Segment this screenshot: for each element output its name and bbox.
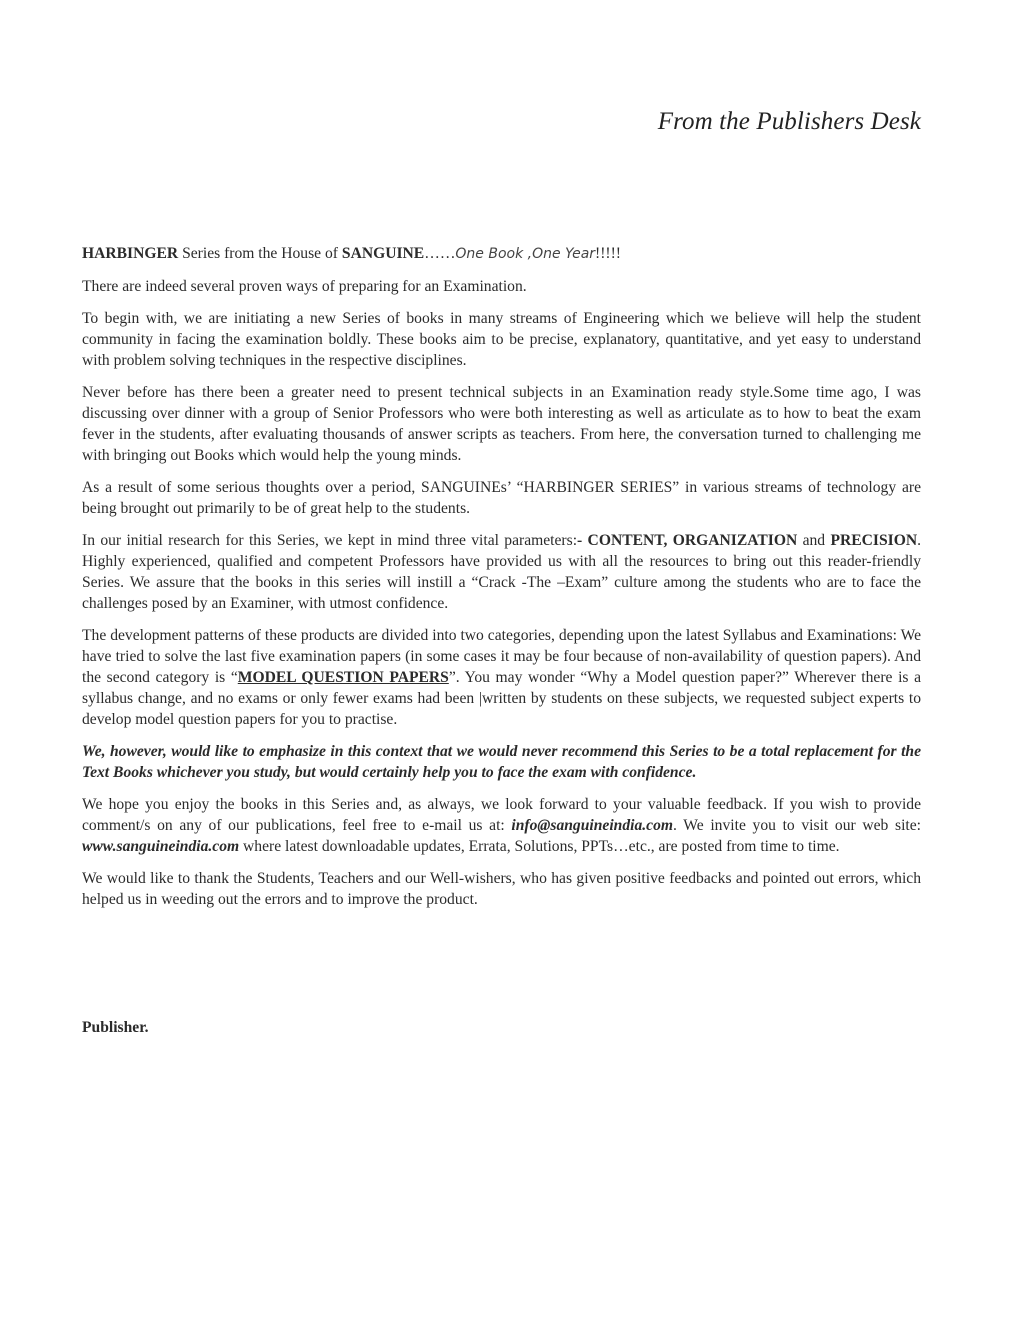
intro-exclaim: !!!!! (595, 245, 621, 262)
email-link[interactable]: info@sanguineindia.com (511, 817, 674, 834)
development-before: The development patterns of these products are divided into two categories, depending upon the latest Syllabus and Examinations: We have tried to solve the last five examination papers (in some cases it may be four because of non-availability of question papers). And the second category is “ (82, 627, 921, 686)
body-text (82, 243, 921, 921)
paragraph-preparation: There are indeed several proven ways of preparing for an Examination. (82, 278, 527, 295)
series-name: HARBINGER (82, 245, 179, 262)
paragraph-feedback (82, 794, 921, 857)
feedback-mid: . We invite you to visit our web site: (673, 817, 921, 834)
intro-dots: …… (424, 245, 456, 262)
paragraph-parameters (82, 530, 921, 614)
paragraph-development (82, 625, 921, 730)
parameters-and: and (797, 532, 831, 549)
parameters-list-a: - CONTENT, ORGANIZATION (577, 532, 798, 549)
parameters-list-b: PRECISION (830, 532, 918, 549)
paragraph-emphasis: We, however, would like to emphasize in this context that we would never recommend this Series to be a total replacement for the Text Books whichever you study, but would certainly help you to face the exam with confidence. (82, 743, 921, 781)
paragraph-result: As a result of some serious thoughts over a period, SANGUINEs’ “HARBINGER SERIES” in various streams of technology are being brought out primarily to be of great help to the students. (82, 479, 921, 517)
intro-mid-text: Series from the House of (178, 245, 342, 262)
publisher-name: SANGUINE (341, 245, 425, 262)
development-after: ”. You may wonder “Why a Model question paper?” Wherever there is a syllabus change, and no exams or only fewer exams had been |written by students on these subjects, we requested subject experts to develop model question papers for you to practise. (82, 669, 921, 728)
feedback-before: We hope you enjoy the books in this Series and, as always, we look forward to your valuable feedback. If you wish to provide comment/s on any of our publications, feel free to e-mail us at: (82, 796, 921, 834)
parameters-intro: In our initial research for this Series, we kept in mind three vital parameters: (82, 532, 578, 549)
website-link[interactable]: www.sanguineindia.com (82, 838, 240, 855)
page-title: From the Publishers Desk (657, 108, 921, 135)
paragraph-background: Never before has there been a greater need to present technical subjects in an Examination ready style.Some time ago, I was discussing over dinner with a group of Senior Professors who were both interesting as well as articulate as to how to beat the exam fever in the students, after evaluating thousands of answer scripts as teachers. From here, the conversation turned to challenging me with bringing out Books which would help the young minds. (82, 384, 921, 464)
paragraph-initiative: To begin with, we are initiating a new Series of books in many streams of Engineering which we believe will help the student community in facing the examination boldly. These books aim to be precise, explanatory, quantitative, and yet easy to understand with problem solving techniques in the respective disciplines. (82, 310, 921, 369)
parameters-rest: . Highly experienced, qualified and competent Professors have provided us with all the resources to bring out this reader-friendly Series. We assure that the books in this series will instill a “Crack -The –Exam” culture among the students who are to face the challenges posed by an Examiner, with utmost confidence. (82, 532, 921, 612)
model-question-papers: MODEL QUESTION PAPERS (237, 669, 449, 686)
paragraph-thanks: We would like to thank the Students, Teachers and our Well-wishers, who has given positive feedbacks and pointed out errors, which helped us in weeding out the errors and to improve the product. (82, 870, 921, 908)
tagline: One Book ,One Year (455, 246, 596, 262)
signature: Publisher. (82, 1019, 149, 1036)
intro-paragraph (82, 243, 921, 265)
feedback-after: where latest downloadable updates, Errata, Solutions, PPTs…etc., are posted from time to time. (239, 838, 840, 855)
